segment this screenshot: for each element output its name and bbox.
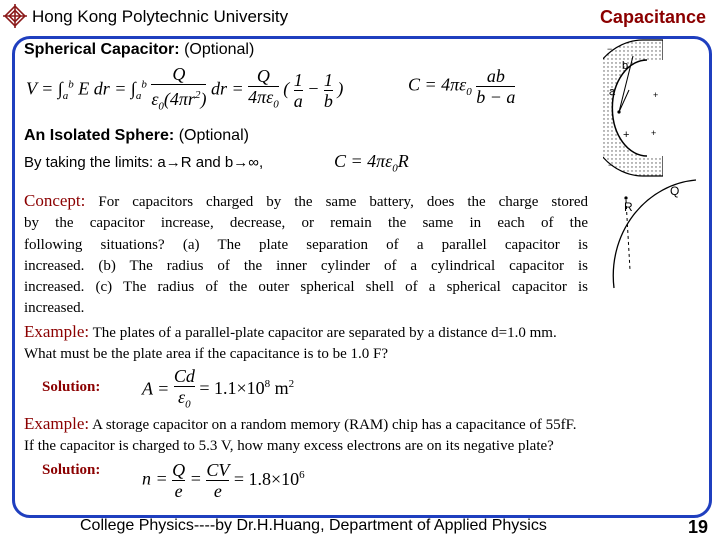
isolated-title: An Isolated Sphere: <box>24 127 175 144</box>
concept-line: increased. <box>24 300 85 317</box>
concept-line: increased. (b) The radius of the inner cylinder of a cylindrical capacitor is <box>24 257 588 274</box>
example2-label: Example: <box>24 414 90 433</box>
page-topic: Capacitance <box>599 7 706 27</box>
radius-label-b: b <box>622 60 629 72</box>
concept-label: Concept: <box>24 191 86 210</box>
radius-label-a: a <box>609 86 616 98</box>
concept-line: by the capacitor increase, decrease, or remain the same in each of the <box>24 215 588 232</box>
example1-line2: What must be the plate area if the capacitance is to be 1.0 F? <box>24 346 389 362</box>
limits-text: By taking the limits: a→R and b→∞, <box>24 154 264 171</box>
example2-line1: Example: A storage capacitor on a random memory (RAM) chip has a capacitance of 55fF. <box>24 414 577 433</box>
university-name: Hong Kong Polytechnic University <box>32 7 289 26</box>
concept-line: increased. (c) The radius of the outer spherical shell of a spherical capacitor is <box>24 279 588 296</box>
example2-solution-label: Solution: <box>42 462 101 478</box>
svg-text:+: + <box>653 90 659 100</box>
svg-text:−: − <box>607 44 613 54</box>
charge-label-q: Q <box>670 184 680 198</box>
concept-line: Concept: For capacitors charged by the same battery, does the charge stored <box>24 191 589 210</box>
spherical-potential-equation: $V = \int_a^b$ E dr = $\int_a^b$ $\frac{Q}{\varepsilon_0(4\pi r^2)}$ dr = $\frac{Q}{4\pi\varepsilon_0}$ ( $\frac{1}{a}$ − $\frac{1}{b}$ ) <box>26 64 343 117</box>
example2-line2: If the capacitor is charged to 5.3 V, how many excess electrons are on its negative plate? <box>24 438 554 454</box>
electron-count-equation: n = $\frac{Q}{e}$ = $\frac{CV}{e}$ = $1.8\times 10^6$ <box>142 460 305 501</box>
example1-line1: Example: The plates of a parallel-plate capacitor are separated by a distance d=1.0 mm. <box>24 322 557 341</box>
footer-credit: College Physics----by Dr.H.Huang, Department of Applied Physics <box>80 517 547 534</box>
isolated-heading <box>24 127 249 145</box>
concept-line: following situations? (a) The plate separation of a parallel capacitor is <box>24 236 588 253</box>
spherical-optional-note: (Optional) <box>184 41 255 58</box>
isolated-optional-note: (Optional) <box>178 127 249 144</box>
plate-area-equation: A = $\frac{Cd}{\varepsilon_0}$ = $1.1\times 10^8$ $m^2$ <box>142 366 294 415</box>
isolated-sphere-figure <box>600 178 700 298</box>
svg-text:−: − <box>608 160 614 170</box>
example1-label: Example: <box>24 322 90 341</box>
spherical-capacitance-equation: $C = 4\pi\varepsilon_0$ $\frac{ab}{b - a}$ <box>408 66 516 107</box>
page-number: 19 <box>687 517 708 537</box>
university-logo <box>2 3 28 29</box>
example1-solution-label: Solution: <box>42 379 101 395</box>
svg-text:+: + <box>623 129 630 141</box>
spherical-heading <box>24 41 254 59</box>
svg-text:+: + <box>651 128 657 138</box>
concept-paragraph <box>24 190 588 320</box>
spherical-capacitor-figure <box>603 38 663 178</box>
potential-symbol: V <box>26 78 37 99</box>
radius-label-r: R <box>624 200 633 214</box>
spherical-title: Spherical Capacitor: <box>24 41 180 58</box>
isolated-capacitance-equation: $C = 4\pi\varepsilon_0R$ <box>334 151 409 175</box>
